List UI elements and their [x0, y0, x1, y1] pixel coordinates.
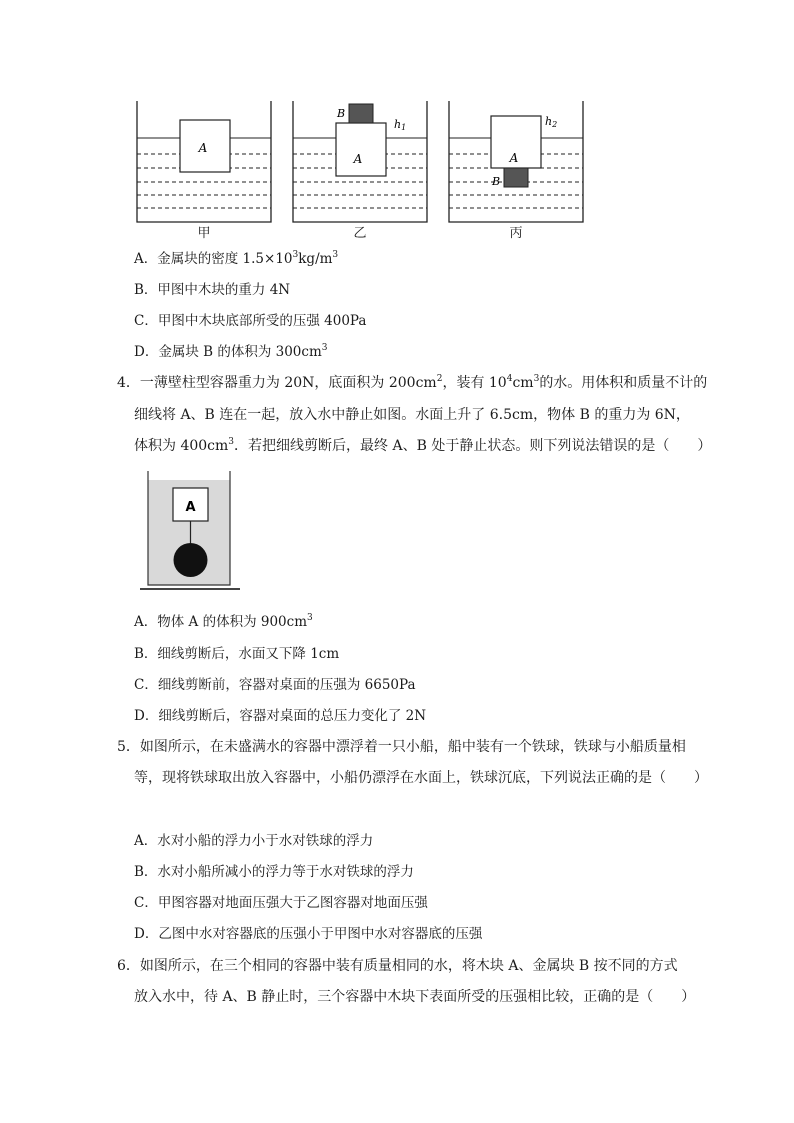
figure-bing — [449, 101, 583, 222]
q4-stem-line-3: 体积为 $400cm^3$．若把细线剪断后，最终 A、B 处于静止状态。则下列说法错误的是（ ） — [134, 437, 712, 454]
q3-figure-group — [0, 0, 794, 245]
q4-block-a-label: A — [185, 500, 196, 515]
q3-option-d: D．金属块 B 的体积为 $300cm^3$ — [134, 343, 328, 360]
bing-block-b — [504, 168, 528, 187]
q4-stem-line-2: 细线将 A、B 连在一起，放入水中静止如图。水面上升了 6.5cm，物体 B 的重力为 6N， — [134, 407, 690, 423]
yi-block-b-label: B — [336, 107, 346, 120]
q5-option-a: A．水对小船的浮力小于水对铁球的浮力 — [134, 833, 374, 849]
q4-stem-line-1: 4．一薄壁柱型容器重力为 20N，底面积为 $200cm^2$，装有 $10^4cm^3$的水。用体积和质量不计的 — [117, 374, 708, 391]
figure-jia — [137, 101, 271, 222]
q4-option-c: C．细线剪断前，容器对桌面的压强为 6650Pa — [134, 677, 416, 693]
figure-caption-yi: 乙 — [353, 226, 367, 241]
figure-yi — [293, 101, 427, 222]
yi-block-a — [336, 123, 386, 176]
q3-option-b: B．甲图中木块的重力 4N — [134, 282, 291, 298]
figure-caption-bing: 丙 — [509, 226, 523, 241]
q5-stem-line-1: 5．如图所示，在未盛满水的容器中漂浮着一只小船，船中装有一个铁球，铁球与小船质量相 — [117, 739, 686, 755]
q6-stem-line-1: 6．如图所示，在三个相同的容器中装有质量相同的水，将木块 A、金属块 B 按不同的方式 — [117, 958, 678, 974]
figure-caption-jia: 甲 — [197, 226, 211, 241]
q4-figure — [138, 468, 242, 596]
yi-block-b — [349, 104, 373, 123]
q6-stem-line-2: 放入水中，待 A、B 静止时，三个容器中木块下表面所受的压强相比较，正确的是（ ） — [134, 989, 696, 1005]
q5-option-d: D．乙图中水对容器底的压强小于甲图中水对容器底的压强 — [134, 926, 483, 942]
q4-option-d: D．细线剪断后，容器对桌面的总压力变化了 2N — [134, 708, 427, 724]
q5-option-c: C．甲图容器对地面压强大于乙图容器对地面压强 — [134, 895, 428, 911]
q5-option-b: B．水对小船所减小的浮力等于水对铁球的浮力 — [134, 864, 414, 880]
bing-block-b-label: B — [491, 175, 501, 188]
yi-height-label: h1 — [394, 118, 407, 132]
q3-option-a: A．金属块的密度 $1.5\times 10^3kg/m^3$ — [134, 250, 339, 267]
bing-block-a-label: A — [509, 151, 519, 165]
bing-height-label: h2 — [545, 115, 558, 129]
q4-option-a: A．物体 A 的体积为 $900cm^3$ — [134, 613, 313, 630]
q4-ball-b — [174, 543, 208, 577]
q4-option-b: B．细线剪断后，水面又下降 1cm — [134, 646, 340, 662]
yi-block-a-label: A — [353, 152, 363, 166]
q3-option-c: C．甲图中木块底部所受的压强 400Pa — [134, 313, 367, 329]
q5-stem-line-2: 等，现将铁球取出放入容器中，小船仍漂浮在水面上，铁球沉底，下列说法正确的是（ ） — [134, 770, 708, 786]
jia-block-a-label: A — [198, 141, 208, 155]
